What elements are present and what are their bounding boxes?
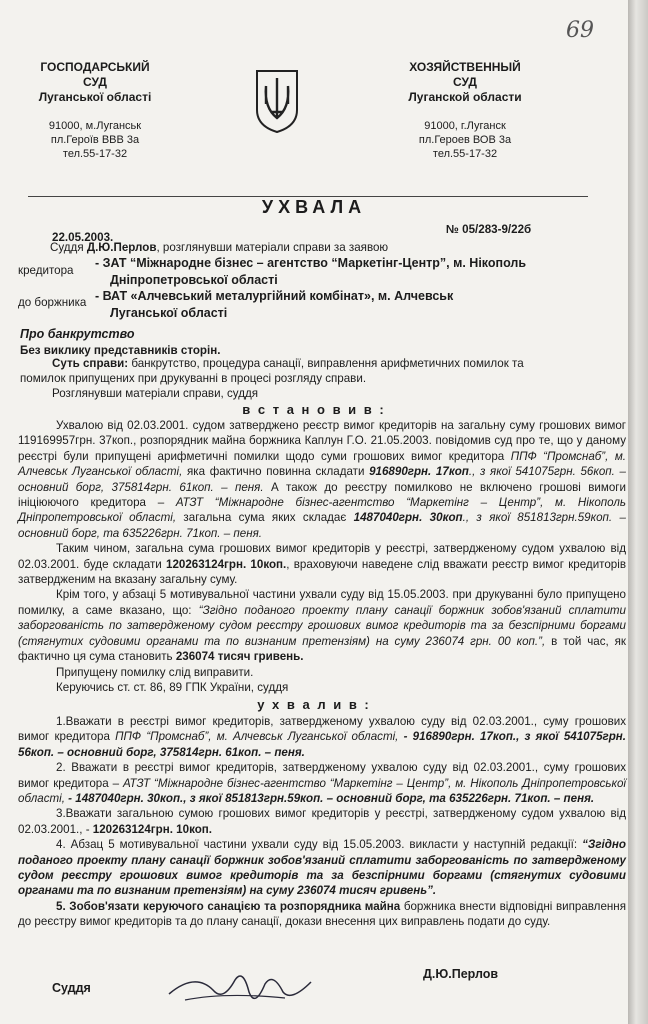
address-line1: 91000, м.Луганськ <box>48 120 142 132</box>
document-date: 22.05.2003. <box>52 231 114 244</box>
trident-emblem-icon <box>254 68 300 134</box>
court-name-line1: ХОЗЯЙСТВЕННЫЙ <box>409 60 521 74</box>
signature-label: Суддя <box>52 981 91 995</box>
ruling-item-4: 4. Абзац 5 мотивувальної частини ухвали суду від 15.05.2003. викласти у наступній редакції: “Згідно поданого проекту плану санації боржник зобов'язаний сплатити заборгованість по затвердженому судом реєстру грошових вимог кредиторів та за безспірними боргами (стягнутих судовими органами та по визнаним претензіям) на суму 236074 тисяч гривень”. <box>18 838 626 898</box>
handwritten-signature-icon <box>165 962 315 1012</box>
case-essence-cont: помилок припущених при друкуванні в процесі розгляду справи. <box>20 372 367 385</box>
court-header-ukrainian <box>30 60 160 161</box>
paragraph-4: Припущену помилку слід виправити. <box>56 665 254 679</box>
debtor-line2: Луганської області <box>110 306 228 320</box>
court-name-line2: СУД <box>83 75 107 89</box>
case-subject: Про банкрутство <box>20 327 135 341</box>
established-text <box>18 418 626 695</box>
case-number: № 05/283-9/22б <box>446 223 532 236</box>
paragraph-3: Крім того, у абзаці 5 мотивувальної частини ухвали суду від 15.05.2003. при друкуванні було припущено помилку, а саме вказано, що: “Згідно поданого проекту плану санації боржник зобов'язаний сплатити заборгованість по затвердженому судом реєстру грошових вимог кредиторів та за безспірними боргами (стягнутих судовими органами та по визнаним претензіям) на суму 236074 грн. 00 коп.”, в той час, як фактично ця сума становить 236074 тисяч гривень. <box>18 588 626 664</box>
debtor-label: до боржника <box>18 296 87 309</box>
judge-line: Суддя Д.Ю.Перлов, розглянувши матеріали справи за заявою <box>50 241 389 254</box>
reviewed-line: Розглянувши матеріали справи, суддя <box>52 387 259 400</box>
ruling-item-3: 3.Вважати загальною сумою грошових вимог кредиторів у реєстрі, затвердженому судом ухвалою від 02.03.2001., - 120263124грн. 10коп. <box>18 807 626 836</box>
section-established: в с т а н о в и в : <box>242 402 386 417</box>
section-ruled: у х в а л и в : <box>257 697 371 712</box>
paper-edge <box>628 0 648 1024</box>
address-line2: пл.Героїв ВВВ 3а <box>50 134 140 146</box>
court-header-russian <box>400 60 530 161</box>
creditor-line1: - ЗАТ “Міжнародне бізнес – агентство “Маркетінг-Центр”, м. Нікополь <box>95 256 527 270</box>
paragraph-2: Таким чином, загальна сума грошових вимог кредиторів у реєстрі, затвердженому судом ухвалою від 02.03.2001. буде складати 120263124грн. 10коп., враховуючи наведене слід вважати реєстр вимог кредиторів затвердженим на вказану загальну суму. <box>18 542 626 587</box>
document-title: УХВАЛА <box>261 197 367 217</box>
address-line3: тел.55-17-32 <box>62 148 128 160</box>
debtor-line1: - ВАТ «Алчевський металургійний комбінат», м. Алчевськ <box>95 289 454 303</box>
court-address <box>30 119 160 161</box>
page-number: 69 <box>566 18 594 43</box>
court-name-line3: Луганської області <box>38 90 152 104</box>
signature-name: Д.Ю.Перлов <box>423 967 499 981</box>
address-line1: 91000, г.Луганск <box>424 120 506 132</box>
judge-name: Д.Ю.Перлов <box>86 241 157 254</box>
ruling-item-1: 1.Вважати в реєстрі вимог кредиторів, затвердженому ухвалою суду від 02.03.2001., суму грошових вимог кредитора ППФ “Промснаб”, м. Алчевськ Луганської області, - 916890грн. 17коп., з якої 541075грн. 56коп. – основний борг, 375814грн. 61коп. – пеня. <box>18 715 627 759</box>
ruling-item-5: 5. Зобов'язати керуючого санацією та розпорядника майна боржника внести відповідні виправлення до реєстру вимог кредиторів та до плану санації, докази внесення цих виправлень подати до суду. <box>18 899 626 929</box>
paragraph-1: Ухвалою від 02.03.2001. судом затверджено реєстр вимог кредиторів на загальну суму грошових вимог 119169957грн. 37коп., розпорядник майна боржника Каплун Г.О. 21.05.2003. повідомив суд про те, що у даному реєстрі були припущені арифметичні помилки щодо суми грошових вимог кредитора ППФ “Промснаб”, м. Алчевськ Луганської області, яка фактично повинна складати 916890грн. 17коп., з якої 541075грн. 56коп. – основний борг, 375814грн. 61коп. – пеня. А також до реєстру помилково не включено грошові вимоги ініціюючого кредитора – АТЗТ “Міжнародне бізнес-агентство “Маркетінг – Центр”, м. Нікополь Дніпропетровської області, загальна сума яких складає 1487040грн. 30коп., з якої 851813грн.59коп. – основний борг, та 635226грн. 71коп. – пеня. <box>18 419 627 540</box>
court-name-line1: ГОСПОДАРСЬКИЙ <box>40 60 150 74</box>
creditor-label: кредитора <box>18 264 74 277</box>
address-line2: пл.Героев ВОВ 3а <box>418 134 512 146</box>
case-essence: Суть справи: банкрутство, процедура санації, виправлення арифметичних помилок та <box>52 357 524 370</box>
address-line3: тел.55-17-32 <box>432 148 498 160</box>
paragraph-5: Керуючись ст. ст. 86, 89 ГПК України, суддя <box>56 680 289 694</box>
creditor-line2: Дніпропетровської області <box>110 273 278 287</box>
court-name-line2: СУД <box>453 75 477 89</box>
ruling-item-2: 2. Вважати в реєстрі вимог кредиторів, затвердженому ухвалою суду від 02.03.2001., суму грошових вимог кредитора – АТЗТ “Міжнародне бізнес-агентство “Маркетінг – Центр”, м. Нікополь Дніпропетровської області, - 1487040грн. 30коп., з якої 851813грн.59коп. – основний борг, та 635226грн. 71коп. – пеня. <box>18 761 626 806</box>
court-address <box>400 119 530 161</box>
ruled-text <box>18 714 626 930</box>
no-parties-note: Без виклику представників сторін. <box>20 344 221 357</box>
court-name-line3: Луганской области <box>408 90 522 104</box>
